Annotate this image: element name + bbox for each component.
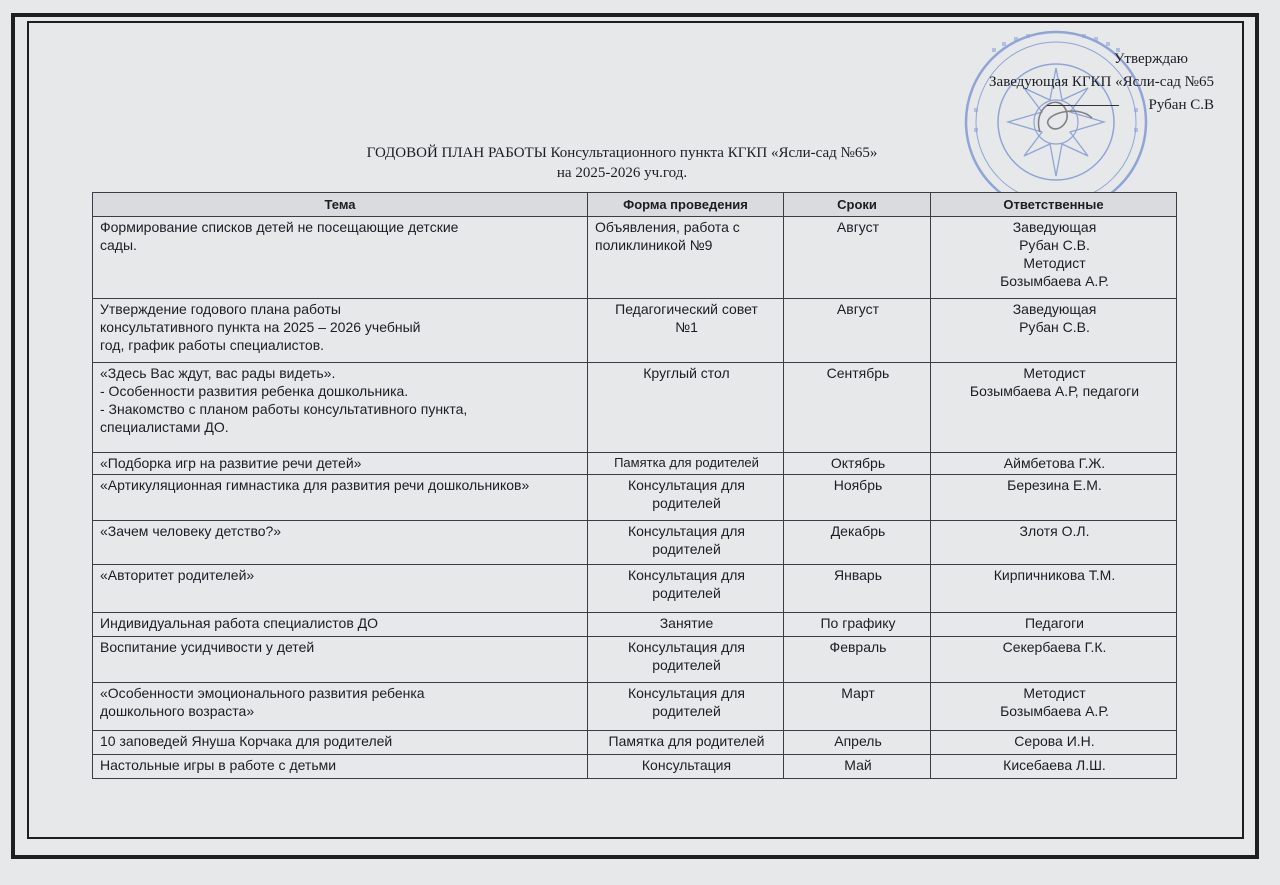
header-form: Форма проведения — [588, 193, 784, 217]
table-row — [93, 565, 1177, 613]
row-form: Занятие — [588, 613, 784, 637]
table-row — [93, 453, 1177, 475]
row-responsible: Методист Бозымбаева А.Р, педагоги — [931, 363, 1177, 453]
table-row — [93, 755, 1177, 779]
row-term: Август — [784, 299, 931, 363]
row-term: Август — [784, 217, 931, 299]
row-form: Консультация для родителей — [588, 475, 784, 521]
row-form: Консультация для родителей — [588, 683, 784, 731]
row-topic: «Зачем человеку детство?» — [93, 521, 588, 565]
approval-title: Утверждаю — [1113, 51, 1188, 67]
heading-title: ГОДОВОЙ ПЛАН РАБОТЫ Консультационного пункта КГКП «Ясли-сад №65» — [366, 145, 878, 161]
document-heading — [240, 143, 1004, 183]
row-term: Январь — [784, 565, 931, 613]
row-form: Консультация для родителей — [588, 637, 784, 683]
table-row — [93, 613, 1177, 637]
table-row — [93, 299, 1177, 363]
row-form: Консультация для родителей — [588, 565, 784, 613]
row-term: Февраль — [784, 637, 931, 683]
row-topic: Формирование списков детей не посещающие детские сады. — [93, 217, 588, 299]
table-row — [93, 363, 1177, 453]
row-term: Март — [784, 683, 931, 731]
table-row — [93, 683, 1177, 731]
row-topic: Утверждение годового плана работы консультативного пункта на 2025 – 2026 учебный год, график работы специалистов. — [93, 299, 588, 363]
plan-table — [92, 192, 1177, 779]
row-topic: «Подборка игр на развитие речи детей» — [93, 453, 588, 475]
signature-line — [1047, 105, 1119, 106]
heading-subtitle: на 2025-2026 уч.год. — [556, 165, 688, 181]
table-row — [93, 731, 1177, 755]
row-topic: «Особенности эмоционального развития ребенка дошкольного возраста» — [93, 683, 588, 731]
row-responsible: Заведующая Рубан С.В. Методист Бозымбаева А.Р. — [931, 217, 1177, 299]
row-responsible: Кирпичникова Т.М. — [931, 565, 1177, 613]
header-topic: Тема — [93, 193, 588, 217]
row-term: Ноябрь — [784, 475, 931, 521]
row-topic: «Авторитет родителей» — [93, 565, 588, 613]
row-term: Декабрь — [784, 521, 931, 565]
approval-block — [989, 48, 1214, 117]
row-topic: Воспитание усидчивости у детей — [93, 637, 588, 683]
row-form: Круглый стол — [588, 363, 784, 453]
approval-name: Рубан С.В — [1148, 97, 1214, 113]
row-topic: «Артикуляционная гимнастика для развития речи дошкольников» — [93, 475, 588, 521]
table-row — [93, 475, 1177, 521]
table-row — [93, 637, 1177, 683]
row-responsible: Злотя О.Л. — [931, 521, 1177, 565]
header-term: Сроки — [784, 193, 931, 217]
row-form: Консультация — [588, 755, 784, 779]
table-row — [93, 217, 1177, 299]
row-responsible: Секербаева Г.К. — [931, 637, 1177, 683]
row-topic: Настольные игры в работе с детьми — [93, 755, 588, 779]
row-form: Педагогический совет №1 — [588, 299, 784, 363]
row-responsible: Серова И.Н. — [931, 731, 1177, 755]
row-term: По графику — [784, 613, 931, 637]
row-form: Объявления, работа с поликлиникой №9 — [588, 217, 784, 299]
row-topic: «Здесь Вас ждут, вас рады видеть». - Особенности развития ребенка дошкольника. - Знакомство с планом работы консультативного пункта, специалистами ДО. — [93, 363, 588, 453]
row-term: Сентябрь — [784, 363, 931, 453]
row-responsible: Кисебаева Л.Ш. — [931, 755, 1177, 779]
row-responsible: Аймбетова Г.Ж. — [931, 453, 1177, 475]
row-responsible: Заведующая Рубан С.В. — [931, 299, 1177, 363]
row-form: Памятка для родителей — [588, 453, 784, 475]
row-topic: Индивидуальная работа специалистов ДО — [93, 613, 588, 637]
approval-position: Заведующая КГКП «Ясли-сад №65 — [989, 74, 1214, 90]
row-topic: 10 заповедей Януша Корчака для родителей — [93, 731, 588, 755]
row-term: Май — [784, 755, 931, 779]
table-header-row — [93, 193, 1177, 217]
table-row — [93, 521, 1177, 565]
row-responsible: Березина Е.М. — [931, 475, 1177, 521]
row-term: Октябрь — [784, 453, 931, 475]
row-responsible: Методист Бозымбаева А.Р. — [931, 683, 1177, 731]
row-form: Памятка для родителей — [588, 731, 784, 755]
row-term: Апрель — [784, 731, 931, 755]
row-form: Консультация для родителей — [588, 521, 784, 565]
header-responsible: Ответственные — [931, 193, 1177, 217]
row-responsible: Педагоги — [931, 613, 1177, 637]
